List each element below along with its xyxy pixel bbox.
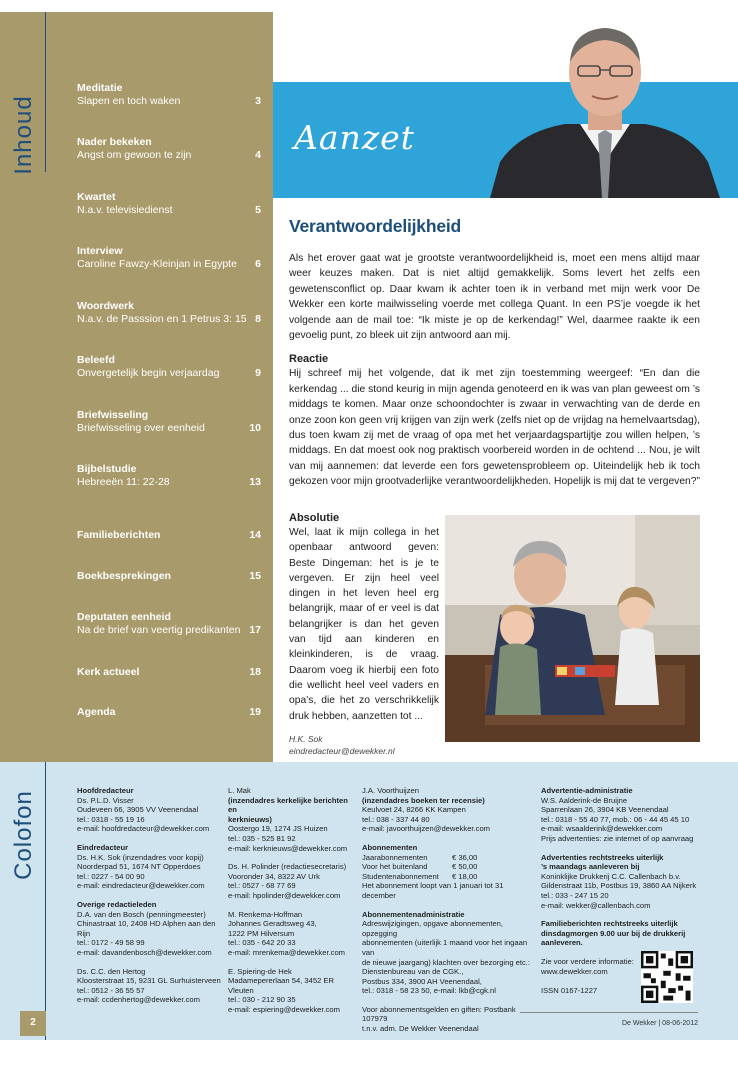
toc-item[interactable]: Meditatie Slapen en toch waken 3 [77, 82, 261, 107]
toc-item[interactable]: Agenda 19 [77, 706, 261, 718]
colofon-column-2: L. Mak (inzendadres kerkelijke berichten en kerknieuws) Oostergo 19, 1274 JS Huizen tel.: 035 - 525 81 92 e-mail: kerknieuws@dewekker.com Ds. H. Polinder (redactiesecretaris) Vooronder 34, 8322 AV Urk tel.: 0527 - 68 77 69 e-mail: hpolinder@dewekker.com M. Renkema-Hoffman Johannes Geradtsweg 43, 1222 PM Hilversum tel.: 035 - 642 20 33 e-mail: mrenkema@dewekker.com E. Spiering-de Hek Madamepererlaan 54, 3452 ER Vleuten tel.: 030 - 212 90 35 e-mail: espiering@dewekker.com [228, 786, 348, 1014]
colofon-column-1: Hoofdredacteur Ds. P.L.D. Visser Oudeveen 66, 3905 VV Veenendaal tel.: 0318 - 55 19 16 e-mail: hoofdredacteur@dewekker.com Eindredacteur Ds. H.K. Sok (inzendadres voor kopij) Noorderpad 51, 1674 NT Opperdoes tel.: 0227 - 54 00 90 e-mail: eindredacteur@dewekker.com Overige redactieleden D.A. van den Bosch (penningmeester) Chinastraat 10, 2408 HD Alphen aan den Rijn tel.: 0172 - 49 58 99 e-mail: davandenbosch@dewekker.com Ds. C.C. den Hertog Kloosterstraat 15, 9231 GL Surhuisterveen tel.: 0512 - 36 55 57 e-mail: ccdenhertog@dewekker.com [77, 786, 221, 1005]
author-name: H.K. Sok [289, 733, 323, 744]
toc-item[interactable]: Nader bekeken Angst om gewoon te zijn 4 [77, 136, 261, 161]
page-number: 2 [30, 1017, 36, 1028]
article-paragraph: Hij schreef mij het volgende, dat ik met zijn toestemming weergeef: “En dan die kerkendag ... die stond keurig in mijn agenda genoteerd en ik was van plan geweest om ’s middags te komen. Maar onze schoondochter is zwaar in verwachting van de derde en onze zoon kon geen vrij krijgen van zijn werk (zelfs niet op de vrijdag na hemelvaartsdag), dus toen kwam zij met de vraag of opa met het verjaardagspartijtje zou willen helpen, ’s middags. En dat moest ook nog praktisch voorbereid worden in de ochtend ... Nou, je wilt van mij aannemen: dat leverde een fors gewetensprobleem op. Uiteindelijk heb ik toch gekozen voor mijn grootvaderlijke verantwoordelijkheden. Hopelijk is mij dat te vergeven?” [289, 368, 700, 488]
toc-item[interactable]: Boekbesprekingen 15 [77, 570, 261, 582]
author-email[interactable]: eindredacteur@dewekker.nl [289, 745, 395, 756]
article-subheading: Absolutie [289, 512, 340, 524]
toc-item[interactable]: Bijbelstudie Hebreeën 11: 22-28 13 [77, 463, 261, 488]
table-of-contents-sidebar [0, 12, 273, 762]
article-intro: Als het erover gaat wat je grootste verantwoordelijkheid is, moet een mens altijd maar weer keuzes maken. Dat is niet altijd gemakkelijk. Soms levert het zelfs een gewetensconflict op. Daar kwam ik achter toen ik in verband met mijn werk voor De Wekker een korte mailwisseling voerde met collega Quant. In een PS’je voegde ik het volgende aan de mail toe: “Ik miste je op de kerkendag!” Wel, daarmee raakte ik een gevoelig punt, zo bleek uit zijn antwoord aan mij. [289, 253, 700, 342]
toc-item[interactable]: Kerk actueel 18 [77, 666, 261, 678]
colofon-column-3: J.A. Voorthuijzen (inzendadres boeken ter recensie) Keulvoet 24, 8266 KK Kampen tel.: 038 - 337 44 80 e-mail: javoorthuijzen@dewekker.com Abonnementen Jaarabonnementen € 36,00 Voor het buitenland € 50,00 Studentenabonnement € 18,00 Het abonnement loopt van 1 januari tot 31 december Abonnementenadministratie Adreswijzigingen, opgave abonnementen, opzegging abonnementen (uiterlijk 1 maand voor het ingaan van de nieuwe jaargang) klachten over bezorging etc.: Dienstenbureau van de CGK., Postbus 334, 3900 AH Veenendaal, tel.: 0318 - 58 23 50, e-mail: lkb@cgk.nl Voor abonnementsgelden en giften: Postbank 107979 t.n.v. adm. De Wekker Veenendaal [362, 786, 531, 1034]
toc-item[interactable]: Familieberichten 14 [77, 529, 261, 541]
article-title: Verantwoordelijkheid [289, 216, 462, 236]
colofon-column-4: Advertentie-administratie W.S. Aalderink-de Bruijne Sparrenlaan 26, 3904 KB Veenendaal tel.: 0318 - 55 40 77, mob.: 06 - 44 45 45 10 e-mail: wsaalderink@dewekker.com Prijs advertenties: zie internet of op aanvraag Advertenties rechtstreeks uiterlijk ’s maandags aanleveren bij Koninklijke Drukkerij C.C. Callenbach b.v. Gildenstraat 11b, Postbus 19, 3860 AA Nijkerk tel.: 033 - 247 15 20 e-mail: wekker@callenbach.com Familieberichten rechtstreeks uiterlijk dinsdagmorgen 9.00 uur bij de drukkerij aanleveren. Zie voor verdere informatie: www.dewekker.com ISSN 0167-1227 [541, 786, 701, 1011]
footer-divider [520, 1012, 698, 1013]
article [289, 216, 700, 490]
qr-code-icon[interactable] [641, 951, 693, 1003]
toc-item[interactable]: Beleefd Onvergetelijk begin verjaardag 9 [77, 354, 261, 379]
article-paragraph: Wel, laat ik mijn collega in het openbaar antwoord geven: Beste Dingeman: het is je te vergeven. Er zijn heel veel dingen in het leven heel erg belangrijk, maar of er veel is dat belangrijker is dan het geven van tijd aan kinderen en kleinkinderen, is de vraag. Daarom voeg ik hierbij een foto die wellicht heel veel vaders en opa’s, die het zo verschrikkelijk druk hebben, aanzetten tot ... [289, 527, 439, 722]
toc-item[interactable]: Kwartet N.a.v. televisiedienst 5 [77, 191, 261, 216]
website-link[interactable]: www.dewekker.com [541, 966, 608, 976]
toc-item[interactable]: Briefwisseling Briefwisseling over eenheid 10 [77, 409, 261, 434]
toc-item[interactable]: Interview Caroline Fawzy-Kleinjan in Egypte 6 [77, 245, 261, 270]
sidebar-title: Inhoud [10, 95, 37, 175]
website-info: Zie voor verdere informatie: www.dewekker.com ISSN 0167-1227 [541, 957, 701, 1011]
page-number-box [20, 1011, 46, 1036]
toc-item[interactable]: Deputaten eenheid Na de brief van veertig predikanten 17 [77, 611, 261, 636]
article-signature [289, 733, 439, 757]
author-portrait [480, 12, 730, 198]
issue-label: De Wekker | 08-06-2012 [621, 1020, 698, 1027]
article-column [289, 512, 439, 757]
article-subheading: Reactie [289, 353, 329, 366]
colofon-title: Colofon [10, 790, 37, 880]
family-photo [445, 515, 700, 742]
toc-item[interactable]: Woordwerk N.a.v. de Passsion en 1 Petrus 3: 15 8 [77, 300, 261, 325]
section-title: Aanzet [294, 118, 415, 157]
